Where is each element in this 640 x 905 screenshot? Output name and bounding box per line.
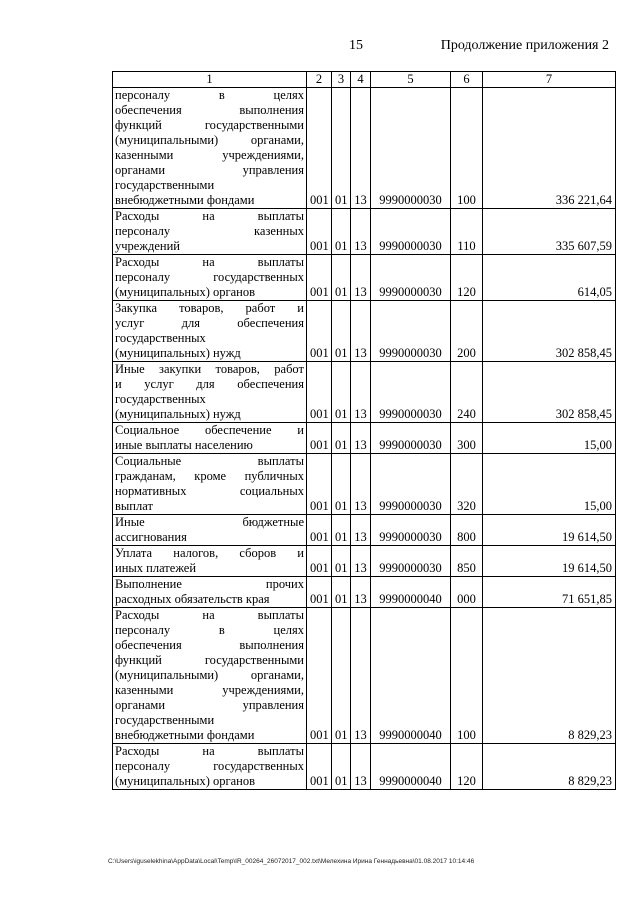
expense-name-line: услуг для обеспечения (115, 316, 304, 330)
amount-cell: 19 614,50 (483, 515, 616, 546)
expense-name-cell (113, 209, 307, 255)
expense-name-line: (муниципальными) органами, (115, 668, 304, 682)
expense-name-cell (113, 744, 307, 790)
expense-type-cell: 120 (451, 744, 483, 790)
expense-name-line: функций государственными (115, 653, 304, 667)
subsection-code-cell: 13 (351, 362, 371, 423)
expense-name-cell (113, 301, 307, 362)
target-article-cell: 9990000030 (371, 454, 451, 515)
expense-name-cell (113, 88, 307, 209)
expense-name-line: (муниципальных) нужд (115, 346, 241, 360)
subsection-code-cell: 13 (351, 209, 371, 255)
expense-type-cell: 800 (451, 515, 483, 546)
section-code-cell: 01 (332, 608, 351, 744)
admin-code-cell: 001 (307, 608, 332, 744)
expense-name-line: Расходы на выплаты (115, 744, 304, 758)
expense-name-cell (113, 454, 307, 515)
admin-code-cell: 001 (307, 255, 332, 301)
expense-name-line: Иные бюджетные (115, 515, 304, 529)
amount-cell: 15,00 (483, 454, 616, 515)
admin-code-cell: 001 (307, 454, 332, 515)
expense-name-cell (113, 423, 307, 454)
table-row (113, 577, 616, 608)
table-row (113, 515, 616, 546)
target-article-cell: 9990000030 (371, 515, 451, 546)
admin-code-cell: 001 (307, 209, 332, 255)
expense-name-line: (муниципальных) нужд (115, 407, 241, 421)
expense-name-line: иные выплаты населению (115, 438, 253, 452)
expense-name-line: Закупка товаров, работ и (115, 301, 304, 315)
table-row (113, 744, 616, 790)
section-code-cell: 01 (332, 362, 351, 423)
expense-name-line: гражданам, кроме публичных (115, 469, 304, 483)
table-row (113, 301, 616, 362)
section-code-cell: 01 (332, 515, 351, 546)
expense-name-line: Расходы на выплаты (115, 209, 304, 223)
expense-name-line: обеспечения выполнения (115, 638, 304, 652)
expense-name-cell (113, 362, 307, 423)
column-header: 3 (332, 72, 351, 88)
expense-name-line: Социальные выплаты (115, 454, 304, 468)
target-article-cell: 9990000030 (371, 423, 451, 454)
expense-type-cell: 110 (451, 209, 483, 255)
amount-cell: 19 614,50 (483, 546, 616, 577)
expense-type-cell: 200 (451, 301, 483, 362)
amount-cell: 302 858,45 (483, 301, 616, 362)
file-path-footer: C:\Users\iguselekhina\AppData\Local\Temp\IR_00264_26072017_002.txt\Мелехина Ирина Геннадьевна\01.08.2017 10:14:46 (108, 858, 475, 865)
expense-type-cell: 300 (451, 423, 483, 454)
target-article-cell: 9990000030 (371, 301, 451, 362)
table-row (113, 454, 616, 515)
expense-name-line: государственными (115, 178, 215, 192)
budget-table (112, 71, 616, 790)
expense-name-cell (113, 577, 307, 608)
section-code-cell: 01 (332, 423, 351, 454)
subsection-code-cell: 13 (351, 88, 371, 209)
expense-name-line: внебюджетными фондами (115, 728, 255, 742)
expense-name-line: нормативных социальных (115, 484, 304, 498)
subsection-code-cell: 13 (351, 515, 371, 546)
expense-name-line: внебюджетными фондами (115, 193, 255, 207)
column-header: 4 (351, 72, 371, 88)
amount-cell: 15,00 (483, 423, 616, 454)
expense-name-cell (113, 255, 307, 301)
target-article-cell: 9990000040 (371, 577, 451, 608)
admin-code-cell: 001 (307, 515, 332, 546)
amount-cell: 8 829,23 (483, 608, 616, 744)
amount-cell: 71 651,85 (483, 577, 616, 608)
expense-name-line: (муниципальными) органами, (115, 133, 304, 147)
column-header: 6 (451, 72, 483, 88)
table-row (113, 362, 616, 423)
amount-cell: 614,05 (483, 255, 616, 301)
expense-name-line: казенными учреждениями, (115, 148, 304, 162)
page-number: 15 (349, 38, 363, 53)
expense-name-line: государственных (115, 392, 206, 406)
table-row (113, 608, 616, 744)
subsection-code-cell: 13 (351, 423, 371, 454)
section-code-cell: 01 (332, 454, 351, 515)
expense-name-cell (113, 608, 307, 744)
target-article-cell: 9990000030 (371, 209, 451, 255)
expense-name-line: персоналу государственных (115, 270, 304, 284)
table-row (113, 255, 616, 301)
expense-name-line: и услуг для обеспечения (115, 377, 304, 391)
admin-code-cell: 001 (307, 362, 332, 423)
section-code-cell: 01 (332, 744, 351, 790)
subsection-code-cell: 13 (351, 454, 371, 515)
expense-name-line: (муниципальных) органов (115, 285, 256, 299)
column-header: 2 (307, 72, 332, 88)
expense-name-line: учреждений (115, 239, 180, 253)
expense-type-cell: 120 (451, 255, 483, 301)
expense-name-line: органами управления (115, 163, 304, 177)
expense-type-cell: 240 (451, 362, 483, 423)
target-article-cell: 9990000040 (371, 744, 451, 790)
expense-name-line: государственных (115, 331, 206, 345)
admin-code-cell: 001 (307, 301, 332, 362)
target-article-cell: 9990000030 (371, 546, 451, 577)
table-row (113, 546, 616, 577)
subsection-code-cell: 13 (351, 301, 371, 362)
expense-name-line: выплат (115, 499, 153, 513)
target-article-cell: 9990000030 (371, 88, 451, 209)
table-body (113, 88, 616, 790)
admin-code-cell: 001 (307, 744, 332, 790)
expense-name-cell (113, 546, 307, 577)
expense-name-line: органами управления (115, 698, 304, 712)
column-header: 5 (371, 72, 451, 88)
section-code-cell: 01 (332, 255, 351, 301)
expense-name-line: казенными учреждениями, (115, 683, 304, 697)
expense-name-cell (113, 515, 307, 546)
expense-name-line: государственными (115, 713, 215, 727)
expense-name-line: Расходы на выплаты (115, 255, 304, 269)
expense-name-line: обеспечения выполнения (115, 103, 304, 117)
admin-code-cell: 001 (307, 423, 332, 454)
table-row (113, 209, 616, 255)
expense-name-line: Выполнение прочих (115, 577, 304, 591)
target-article-cell: 9990000030 (371, 362, 451, 423)
column-header: 1 (113, 72, 307, 88)
expense-name-line: персоналу в целях (115, 623, 304, 637)
subsection-code-cell: 13 (351, 608, 371, 744)
admin-code-cell: 001 (307, 546, 332, 577)
amount-cell: 302 858,45 (483, 362, 616, 423)
section-code-cell: 01 (332, 301, 351, 362)
section-code-cell: 01 (332, 209, 351, 255)
amount-cell: 8 829,23 (483, 744, 616, 790)
section-code-cell: 01 (332, 546, 351, 577)
expense-name-line: Социальное обеспечение и (115, 423, 304, 437)
expense-name-line: функций государственными (115, 118, 304, 132)
amount-cell: 336 221,64 (483, 88, 616, 209)
expense-name-line: расходных обязательств края (115, 592, 270, 606)
amount-cell: 335 607,59 (483, 209, 616, 255)
expense-type-cell: 850 (451, 546, 483, 577)
subsection-code-cell: 13 (351, 577, 371, 608)
expense-name-line: персоналу государственных (115, 759, 304, 773)
column-number-row (113, 72, 616, 88)
expense-type-cell: 000 (451, 577, 483, 608)
expense-type-cell: 100 (451, 88, 483, 209)
table-row (113, 423, 616, 454)
expense-name-line: (муниципальных) органов (115, 774, 256, 788)
section-code-cell: 01 (332, 577, 351, 608)
expense-name-line: Уплата налогов, сборов и (115, 546, 304, 560)
expense-name-line: Расходы на выплаты (115, 608, 304, 622)
expense-name-line: ассигнования (115, 530, 187, 544)
expense-name-line: Иные закупки товаров, работ (115, 362, 304, 376)
admin-code-cell: 001 (307, 577, 332, 608)
subsection-code-cell: 13 (351, 744, 371, 790)
target-article-cell: 9990000040 (371, 608, 451, 744)
subsection-code-cell: 13 (351, 255, 371, 301)
expense-name-line: иных платежей (115, 561, 197, 575)
expense-name-line: персоналу в целях (115, 88, 304, 102)
section-code-cell: 01 (332, 88, 351, 209)
expense-name-line: персоналу казенных (115, 224, 304, 238)
column-header: 7 (483, 72, 616, 88)
expense-type-cell: 320 (451, 454, 483, 515)
admin-code-cell: 001 (307, 88, 332, 209)
continuation-label: Продолжение приложения 2 (440, 38, 609, 53)
target-article-cell: 9990000030 (371, 255, 451, 301)
table-row (113, 88, 616, 209)
subsection-code-cell: 13 (351, 546, 371, 577)
expense-type-cell: 100 (451, 608, 483, 744)
